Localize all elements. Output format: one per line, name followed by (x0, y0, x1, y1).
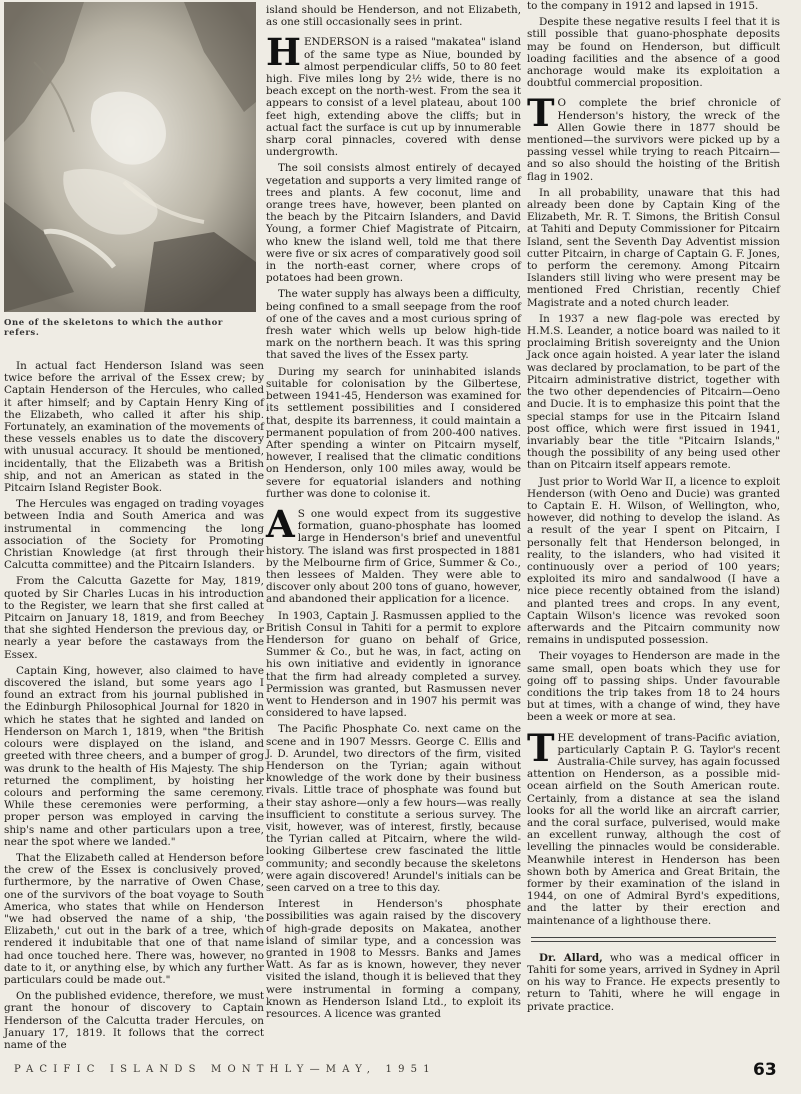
section-paragraph (266, 501, 521, 606)
paragraph: to the company in 1912 and lapsed in 1915. (527, 0, 759, 12)
paragraph: The soil consists almost entirely of decayed vegetation and supports a very limited range of trees and plants. A few coconut, lime and orange trees have, however, been planted on the beach by the Pitcairn Islanders, and David Young, a former Chief Magistrate of Pitcairn, who knew the island well, told me that there were five or six acres of comparatively good soil in the north-east corner, where crops of potatoes had been grown. (266, 162, 521, 285)
author-bio (527, 952, 780, 1013)
paragraph: In 1903, Captain J. Rasmussen applied to the British Consul in Tahiti for a permit to explore Henderson for guano on behalf of Grice, Summer & Co., but he was, in fact, acting on his own initiative and evidently in ignorance that the firm had already completed a survey. Permission was granted, but Rasmussen never went to Henderson and in 1907 his permit was considered to have lapsed. (266, 609, 521, 720)
paragraph: The Hercules was engaged on trading voyages between India and South America and was instrumental in commencing the long association of the Society for Promoting Christian Knowledge (at first through their Calcutta committee) and the Pitcairn Islanders. (4, 498, 264, 572)
paragraph-text: HE development of trans-Pacific aviation, particularly Captain P. G. Taylor's recent Australia-Chile survey, has again focussed attention on Henderson, as a possible mid-ocean airfield on the South American route. Certainly, from a distance at sea the island looks for all the world like an aircraft carrier, and the coral surface, pulverised, would make an excellent runway, although the cost of levelling the pinnacles would be considerable. Meanwhile interest in Henderson has been shown both by America and Great Britain, the former by their examination of the island in 1944, on one of Admiral Byrd's expeditions, and the latter by their erection and maintenance of a lighthouse there. (527, 731, 780, 927)
paragraph: Just prior to World War II, a licence to exploit Henderson (with Oeno and Ducie) was granted to Captain E. H. Wilson, of Wellington, who, however, did nothing to develop the island. As a result of the year I spent on Pitcairn, I personally felt that Henderson belonged, in reality, to the islanders, who had visited it continuously over a period of 100 years; exploited its miro and sandalwood (I have a nice piece recently obtained from the island) and planted trees and crops. In any event, Captain Wilson's licence was revoked soon afterwards and the Pitcairn community now remains in undisputed possession. (527, 475, 780, 647)
paragraph-text: S one would expect from its suggestive formation, guano-phosphate has loomed large in Henderson's brief and uneventful history. The island was first prospected in 1881 by the Melbourne firm of Grice, Summer & Co., then lessees of Malden. They were able to discover only about 200 tons of guano, however, and abandoned their application for a licence. (266, 507, 521, 606)
paragraph: On the published evidence, therefore, we must grant the honour of discovery to Captain Henderson of the Calcutta trader Hercules, on January 17, 1819. It follows that the correct name of the (4, 990, 264, 1051)
page-number: 63 (753, 1060, 777, 1080)
paragraph: Despite these negative results I feel that it is still possible that guano-phosphate deposits may be found on Henderson, but difficult loading facilities and the absence of a good anchorage would make its exploitation a doubtful commercial proposition. (527, 16, 780, 90)
drop-cap: T (527, 91, 555, 136)
paragraph-text: O complete the brief chronicle of Henderson's history, the wreck of the Allen Gowie there in 1877 should be mentioned—the survivors were picked up by a passing vessel while trying to reach Pitcairn—and so also should the hoisting of the British flag in 1902. (527, 97, 780, 183)
paragraph-text: ENDERSON is a raised "makatea" island of the same type as Niue, bounded by almost perpendicular cliffs, 50 to 80 feet high. Five miles long by 2½ wide, there is no beach except on the north-west. From the sea it appears to consist of a level plateau, about 100 feet high, extending above the cliffs; but in actual fact the surface is cut up by innumerable sharp coral pinnacles, covered with dense undergrowth. (266, 36, 521, 159)
author-name: Dr. Allard, (539, 951, 603, 964)
paragraph: In actual fact Henderson Island was seen twice before the arrival of the Essex crew; by Captain Henderson of the Hercules, who called it after himself; and by Captain Henry King of the Elizabeth, who called it after his ship. Fortunately, an examination of the movements of these vessels enables us to date the discovery with unusual accuracy. It should be mentioned, incidentally, that the Elizabeth was a British ship, and not an American as stated in the Pitcairn Island Register Book. (4, 360, 264, 495)
paragraph: Their voyages to Henderson are made in the same small, open boats which they use for going off to passing ships. Under favourable conditions the trip takes from 18 to 24 hours but at times, with a change of wind, they have been a week or more at sea. (527, 650, 780, 724)
paragraph: In 1937 a new flag-pole was erected by H.M.S. Leander, a notice board was nailed to it proclaiming British sovereignty and the Union Jack once again hoisted. A year later the island was declared by proclamation, to be part of the Pitcairn administrative district, together with the two other dependencies of Pitcairn—Oeno and Ducie. It is to emphasize this point that the special stamps for use in the Pitcairn Island post office, which were first issued in 1941, invariably bear the title "Pitcairn Islands," though the possibility of any being used other than on Pitcairn itself appears remote. (527, 312, 780, 472)
paragraph: Interest in Henderson's phosphate possibilities was again raised by the discovery of high-grade deposits on Makatea, another island of similar type, and a concession was granted in 1908 to Messrs. Banks and James Watt. As far as is known, however, they never visited the island, though it is believed that they were instrumental in forming a company, known as Henderson Island Ltd., to exploit its resources. A licence was granted (266, 898, 521, 1021)
drop-cap: A (266, 501, 295, 546)
paragraph: island should be Henderson, and not Elizabeth, as one still occasionally sees in print. (266, 4, 521, 29)
drop-cap: T (527, 725, 555, 770)
paragraph: Captain King, however, also claimed to have discovered the island, but some years ago I found an extract from his journal published in the Edinburgh Philosophical Journal for 1820 in which he states that he sighted and landed on Henderson on March 1, 1819, when "the British colours were displayed on the island, and greeted with three cheers, and a bumper of grog was drunk to the health of His Majesty. The ship returned the compliment, by hoisting her colours and performing the same ceremony. While these ceremonies were performing, a proper person was employed in carving the ship's name and other particulars upon a tree, near the spot where we landed." (4, 664, 264, 848)
author-bio-text: who was a medical officer in Tahiti for some years, arrived in Sydney in April on his way to France. He expects presently to return to Tahiti, where he will engage in private practice. (527, 951, 781, 1013)
drop-cap: H (266, 30, 301, 75)
paragraph: During my search for uninhabited islands suitable for colonisation by the Gilbertese, between 1941-45, Henderson was examined for its settlement possibilities and I considered that, despite its barrenness, it could maintain a permanent population of from 200-400 natives. After spending a winter on Pitcairn myself, however, I realised that the climatic conditions on Henderson, only 100 miles away, would be severe for equatorial islanders and nothing further was done to colonise it. (266, 365, 521, 500)
column-2 (266, 4, 521, 1024)
photo-caption: One of the skeletons to which the author refers. (4, 318, 223, 338)
paragraph: The water supply has always been a difficulty, being confined to a small seepage from the roof of one of the caves and a most curious spring of fresh water which wells up below high-tide mark on the northern beach. It was this spring that saved the lives of the Essex party. (266, 288, 521, 362)
section-paragraph (527, 91, 780, 183)
skeleton-photo (4, 2, 256, 312)
publication-line: PACIFIC ISLANDS MONTHLY—MAY, 1951 (14, 1064, 436, 1075)
divider (531, 937, 776, 942)
column-3 (527, 0, 780, 1017)
section-paragraph (527, 725, 780, 927)
paragraph: From the Calcutta Gazette for May, 1819, quoted by Sir Charles Lucas in his introduction to the Register, we learn that she first called at Pitcairn on January 18, 1819, and from Beechey that she sighted Henderson the previous day, or nearly a year before the castaways from the Essex. (4, 575, 264, 661)
paragraph: The Pacific Phosphate Co. next came on the scene and in 1907 Messrs. George C. Ellis and J. D. Arundel, two directors of the firm, visited Henderson on the Tyrian; again without knowledge of the work done by their business rivals. Little trace of phosphate was found but their stay ashore—only a few hours—was really insufficient to constitute a serious survey. The visit, however, was of interest, firstly, because the Tyrian called at Pitcairn, where the wild-looking Gilbertese crew fascinated the little community; and secondly because the skeletons were again discovered! Arundel's initials can be seen carved on a tree to this day. (266, 723, 521, 895)
paragraph: In all probability, unaware that this had already been done by Captain King of the Elizabeth, Mr. R. T. Simons, the British Consul at Tahiti and Deputy Commissioner for Pitcairn Island, sent the Seventh Day Adventist mission cutter Pitcairn, in charge of Captain G. F. Jones, to perform the ceremony. Among Pitcairn Islanders still living who were present may be mentioned Fred Christian, recently Chief Magistrate and a noted church leader. (527, 186, 780, 309)
page-footer (0, 1060, 801, 1090)
column-1 (4, 360, 264, 1055)
section-paragraph (266, 30, 521, 159)
paragraph: That the Elizabeth called at Henderson before the crew of the Essex is conclusively proved, furthermore, by the narrative of Owen Chase, one of the survivors of the boat voyage to South America, who states that while on Henderson "we had observed the name of a ship, 'the Elizabeth,' cut out in the bark of a tree, which rendered it indubitable that one of that name had once touched here. There was, however, no date to it, or anything else, by which any further particulars could be made out." (4, 851, 264, 986)
